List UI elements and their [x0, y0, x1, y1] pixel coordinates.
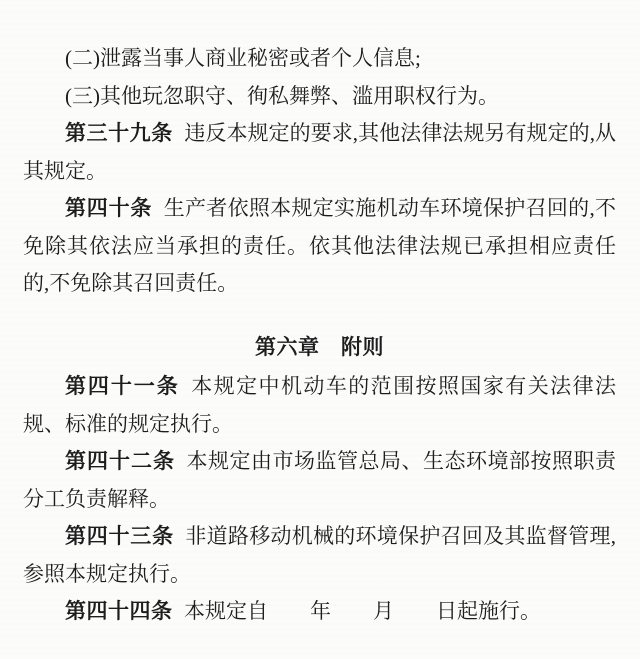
article-44-number: 第四十四条: [65, 599, 173, 623]
article-40-number: 第四十条: [65, 196, 153, 220]
article-41-number: 第四十一条: [65, 374, 180, 398]
article-42-number: 第四十二条: [65, 449, 175, 473]
article-43-paragraph: [23, 518, 616, 593]
article-43-number: 第四十三条: [65, 524, 174, 548]
article-39-text: 违反本规定的要求,其他法律法规另有规定的,从其规定。: [23, 121, 617, 183]
clause-text: (二)泄露当事人商业秘密或者个人信息;: [65, 46, 421, 70]
article-41-paragraph: [23, 368, 616, 443]
clause-item-3: [23, 78, 616, 116]
article-41-text: 本规定中机动车的范围按照国家有关法律法规、标准的规定执行。: [23, 374, 617, 436]
article-42-paragraph: [23, 443, 616, 518]
chapter-6-heading: 第六章 附则: [255, 334, 384, 359]
article-39-paragraph: [23, 115, 616, 190]
article-40-paragraph: [23, 190, 616, 303]
article-43-text: 非道路移动机械的环境保护召回及其监督管理,参照本规定执行。: [23, 524, 617, 586]
article-42-text: 本规定由市场监管总局、生态环境部按照职责分工负责解释。: [23, 449, 617, 511]
article-39-number: 第三十九条: [65, 121, 173, 145]
clause-text: (三)其他玩忽职守、徇私舞弊、滥用职权行为。: [65, 83, 499, 108]
article-44-text: 本规定自 年 月 日起施行。: [184, 599, 542, 623]
article-44-paragraph: [23, 593, 616, 631]
clause-item-2: [23, 40, 616, 78]
article-40-text: 生产者依照本规定实施机动车环境保护召回的,不免除其依法应当承担的责任。依其他法律法规已承担相应责任的,不免除其召回责任。: [23, 196, 617, 295]
